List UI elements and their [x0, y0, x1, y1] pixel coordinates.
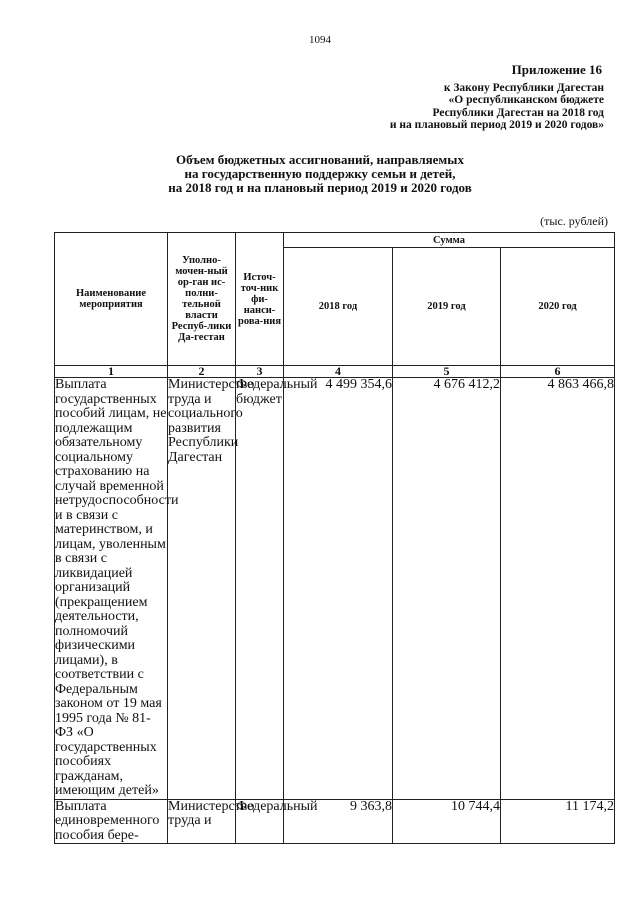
column-number: 6 [501, 366, 615, 378]
table-row [55, 799, 615, 844]
appendix-block [390, 64, 604, 132]
table-row [55, 378, 615, 800]
cell-2018: 4 499 354,6 [284, 378, 393, 800]
appendix-line: Республики Дагестан на 2018 год [432, 106, 604, 119]
cell-2019: 10 744,4 [393, 799, 501, 844]
header-name: Наименование мероприятия [55, 233, 168, 366]
header-source: Источ-точ-ник фи-нанси-рова-ния [236, 233, 284, 366]
document-title [0, 153, 640, 195]
title-line: на 2018 год и на плановый период 2019 и 2020 годов [168, 180, 472, 195]
title-line: Объем бюджетных ассигнований, направляемых [176, 152, 464, 167]
column-number: 5 [393, 366, 501, 378]
cell-authority: Министерство труда и социального развития Республики Дагестан [168, 378, 236, 800]
cell-source: Федеральный [236, 799, 284, 844]
appendix-title: Приложение 16 [511, 62, 602, 77]
column-number: 1 [55, 366, 168, 378]
header-year-2018: 2018 год [284, 248, 393, 366]
column-number: 2 [168, 366, 236, 378]
appendix-line: «О республиканском бюджете [448, 94, 604, 106]
cell-2020: 11 174,2 [501, 799, 615, 844]
cell-source: Федеральный бюджет [236, 378, 284, 800]
title-line: на государственную поддержку семьи и детей, [184, 166, 456, 181]
header-authority: Уполно-мочен-ный ор-ган ис-полни-тельной власти Респуб-лики Да-гестан [168, 233, 236, 366]
appendix-line: и на плановый период 2019 и 2020 годов» [389, 119, 604, 131]
cell-name: Выплата государственных пособий лицам, не подлежащим обязательному социальному страхованию на случай временной нетрудоспособности и в связи с материнством, и лицам, уволенным в связи с ликвидацией организаций (прекращением деятельности, полномочий физическими лицами), в соответствии с Федеральным законом от 19 мая 1995 года № 81-ФЗ «О государственных пособиях гражданам, имеющим детей» [55, 377, 179, 798]
cell-2018: 9 363,8 [284, 799, 393, 844]
column-number: 4 [284, 366, 393, 378]
unit-label: (тыс. рублей) [540, 214, 608, 228]
page-number: 1094 [309, 34, 331, 46]
cell-authority: Министерство труда и [168, 799, 236, 844]
header-year-2020: 2020 год [501, 248, 615, 366]
cell-2020: 4 863 466,8 [501, 378, 615, 800]
budget-table [54, 232, 615, 844]
header-sum: Сумма [284, 233, 615, 248]
cell-name: Выплата единовременного пособия бере- [55, 799, 168, 844]
cell-2019: 4 676 412,2 [393, 378, 501, 800]
header-year-2019: 2019 год [393, 248, 501, 366]
appendix-line: к Закону Республики Дагестан [443, 81, 604, 94]
column-number: 3 [236, 366, 284, 378]
